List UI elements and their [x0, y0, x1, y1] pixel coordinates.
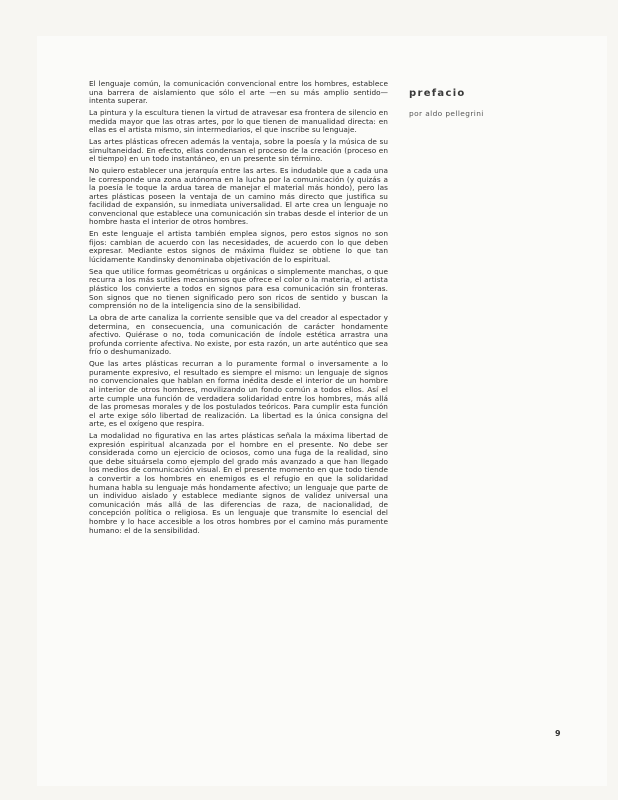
paragraph: No quiero establecer una jerarquía entre las artes. Es indudable que a cada una le corresponde una zona autónoma en la lucha por la comunicación (y quizás a la poesía le toque la ardua tarea de manejar el material más hondo), pero las artes plásticas poseen la ventaja de un camino más directo que justifica su facilidad de expansión, su inmediata universalidad. El arte crea un lenguaje no convencional que establece una comunicación sin trabas desde el interior de un hombre hasta el interior de otros hombres. [89, 165, 388, 227]
paragraph: Que las artes plásticas recurran a lo puramente formal o inversamente a lo puramente expresivo, el resultado es siempre el mismo: un lenguaje de signos no convencionales que hablan en forma inédita desde el interior de un hombre al interior de otros hombres, movilizando un fondo común a todos ellos. Así el arte cumple una función de verdadera solidaridad entre los hombres, más allá de las promesas morales y de los postulados teóricos. Para cumplir esta función el arte exige sólo libertad de realización. La libertad es la única consigna del arte, es el oxígeno que respira. [89, 359, 388, 429]
paragraph: El lenguaje común, la comunicación convencional entre los hombres, establece una barrera de aislamiento que sólo el arte —en su más amplio sentido— intenta superar. [89, 79, 388, 106]
paragraph: Sea que utilice formas geométricas u orgánicas o simplemente manchas, o que recurra a los más sutiles mecanismos que ofrece el color o la materia, el artista plástico los convierte a todos en signos para esa comunicación sin fronteras. Son signos que no tienen significado pero son ricos de sentido y buscan la comprensión no de la inteligencia sino de la sensibilidad. [89, 266, 388, 311]
author-byline: por aldo pellegrini [409, 109, 484, 118]
paragraph: La obra de arte canaliza la corriente sensible que va del creador al espectador y determina, en consecuencia, una comunicación de carácter hondamente afectivo. Quiérase o no, toda comunicación de índole estética arrastra una profunda corriente afectiva. No existe, por esta razón, un arte auténtico que sea frío o deshumanizado. [89, 312, 388, 357]
paragraph: Las artes plásticas ofrecen además la ventaja, sobre la poesía y la música de su simultaneidad. En efecto, ellas condensan el proceso de la creación (proceso en el tiempo) en un todo instantáneo, en un presente sin término. [89, 136, 388, 164]
paragraph: La pintura y la escultura tienen la virtud de atravesar esa frontera de silencio en medida mayor que las otras artes, por lo que tienen de manualidad directa: en ellas es el artista mismo, sin intermediarios, el que inscribe su lenguaje. [89, 107, 389, 135]
page-number: 9 [555, 729, 561, 738]
paragraph: En este lenguaje el artista también emplea signos, pero estos signos no son fijos: cambian de acuerdo con las necesidades, de acuerdo con lo que deben expresar. Mediante estos signos de máxima fluidez se obtiene lo que tan lúcidamente Kandinsky denominaba objetivación de lo espiritual. [89, 229, 388, 265]
paragraph: La modalidad no figurativa en las artes plásticas señala la máxima libertad de expresión espiritual alcanzada por el hombre en el presente. No debe ser considerada como un ejercicio de ociosos, como una fuga de la realidad, sino que debe situársela como ejemplo del grado más avanzado a que han llegado los medios de comunicación visual. En el presente momento en que todo tiende a convertir a los hombres en enemigos es el refugio en que la solidaridad humana habla su lenguaje más hondamente afectivo; un lenguaje que parte de un individuo aislado y establece mediante signos de validez universal una comunicación más allá de las diferencias de raza, de nacionalidad, de concepción política o religiosa. Es un lenguaje que transmite lo esencial del hombre y lo hace accesible a los otros hombres por el camino más puramente humano: el de la sensibilidad. [89, 431, 388, 535]
page-title: prefacio [409, 88, 466, 99]
preface-body [89, 80, 388, 538]
